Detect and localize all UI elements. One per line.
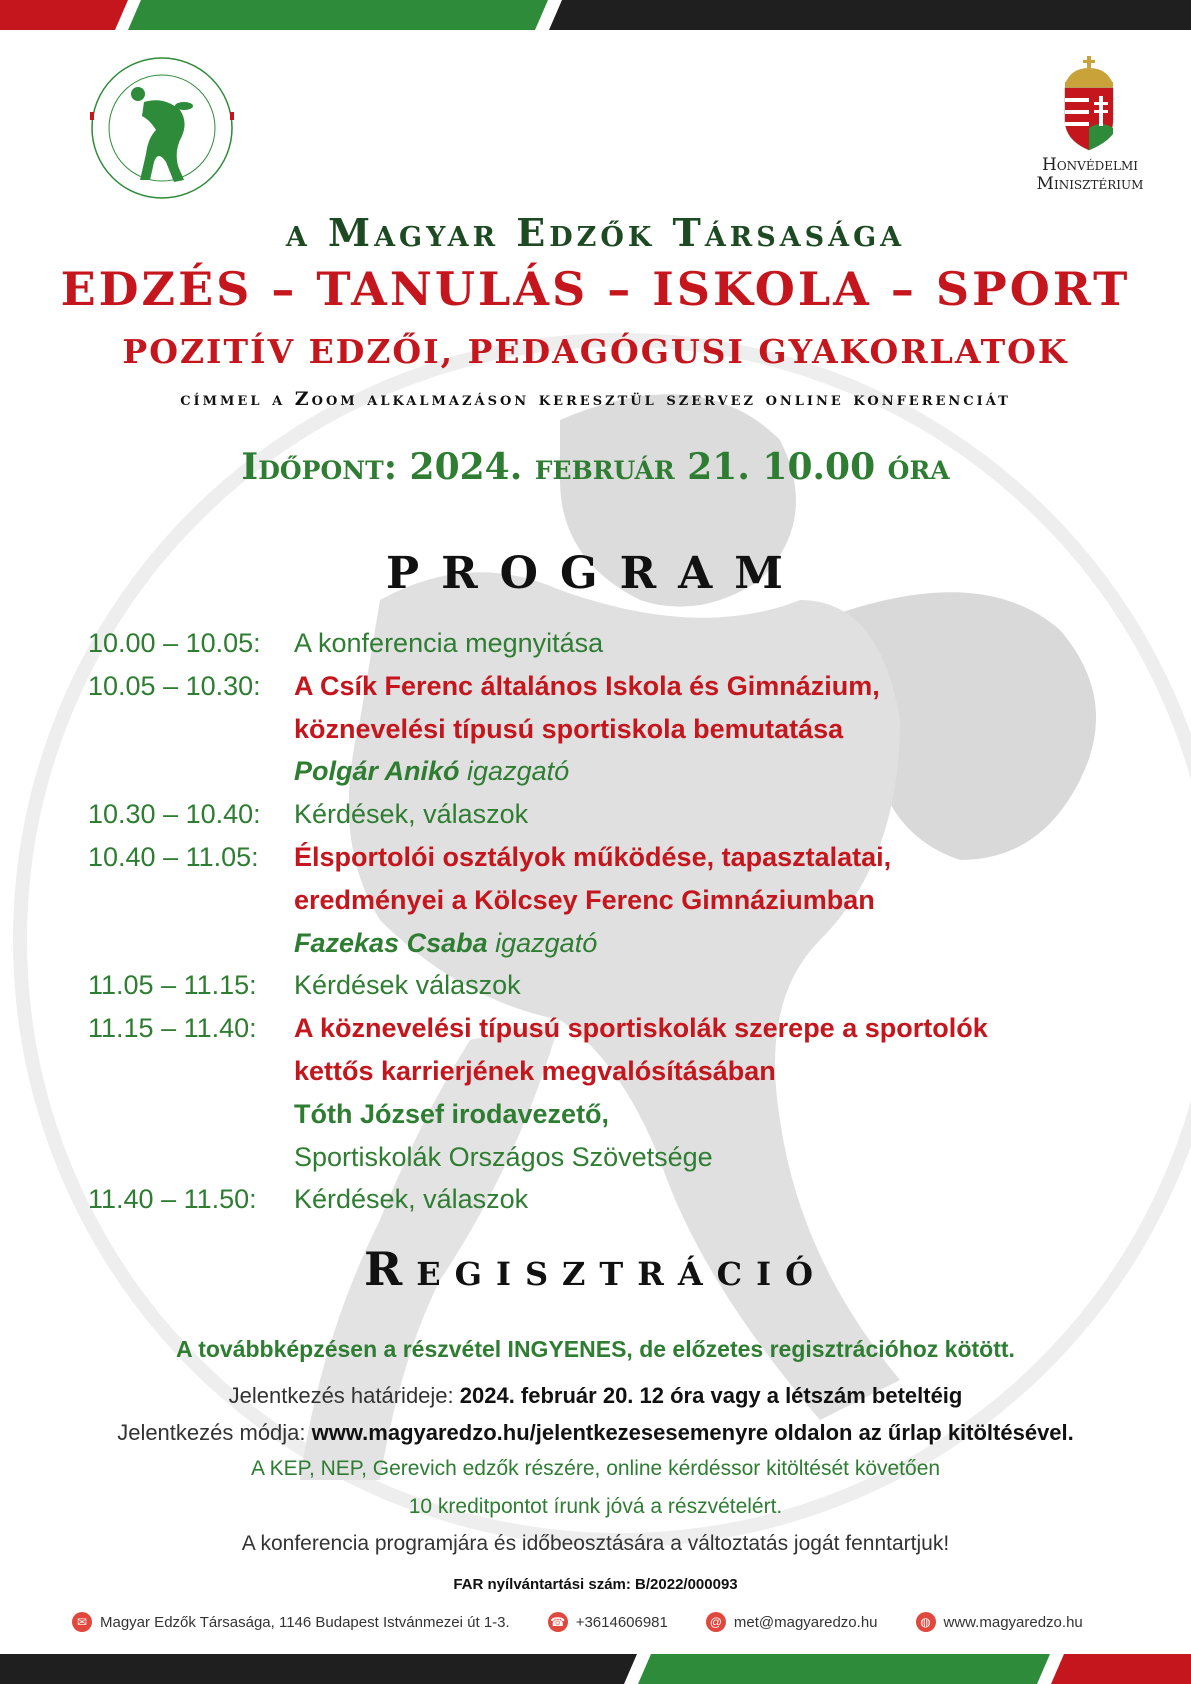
program-item-cont	[88, 1050, 1148, 1093]
at-sign-icon: @	[706, 1612, 726, 1632]
magyar-edzok-tarsasaga-logo	[84, 50, 240, 206]
credit-note-line-2: 10 kreditpontot írunk jóvá a részvételért.	[408, 1495, 783, 1518]
speaker-role: igazgató	[487, 927, 598, 958]
credit-note-line-1: A KEP, NEP, Gerevich edzők részére, online kérdéssor kitöltését követően	[250, 1457, 941, 1480]
program-time: 10.00 – 10.05:	[88, 628, 261, 658]
program-desc: Kérdések, válaszok	[294, 1184, 529, 1215]
method-label: Jelentkezés módja:	[117, 1420, 312, 1445]
program-speaker-org-row	[88, 1136, 1148, 1179]
ministry-name	[1010, 156, 1170, 194]
registration-link[interactable]: www.magyaredzo.hu/jelentkezesesemenyre oldalon az űrlap kitöltésével.	[311, 1420, 1074, 1445]
speaker-role: igazgató	[459, 756, 570, 787]
program-title: eredményei a Kölcsey Ferenc Gimnáziumban	[294, 884, 875, 915]
event-date: Időpont: 2024. február 21. 10.00 óra	[241, 446, 950, 488]
program-time: 11.40 – 11.50:	[88, 1184, 257, 1215]
program-title: A Csík Ferenc általános Iskola és Gimnázium,	[294, 670, 880, 701]
program-time: 11.15 – 11.40:	[88, 1013, 257, 1044]
program-item	[88, 793, 1148, 836]
mail-icon: ✉	[72, 1612, 92, 1632]
program-title: A köznevelési típusú sportiskolák szerepe a sportolók	[294, 1013, 988, 1044]
event-main-title: EDZÉS – TANULÁS – ISKOLA – SPORT	[60, 262, 1131, 316]
hungarian-coat-of-arms-icon	[1015, 54, 1165, 154]
program-title: köznevelési típusú sportiskola bemutatása	[294, 713, 844, 744]
registration-method	[0, 1420, 1191, 1446]
program-item	[88, 1178, 1148, 1221]
footer-phone[interactable]: ☎ +3614606981	[548, 1612, 668, 1632]
speaker-organization: Sportiskolák Országos Szövetsége	[294, 1141, 713, 1172]
top-color-stripe	[0, 0, 1191, 30]
organizer-title: a Magyar Edzők Társasága	[285, 210, 906, 255]
program-title: kettős karrierjének megvalósításában	[294, 1055, 776, 1086]
ministry-line-2: Minisztérium	[1036, 174, 1144, 194]
registration-free-note: A továbbképzésen a részvétel INGYENES, de előzetes regisztrációhoz kötött.	[176, 1336, 1015, 1362]
program-item	[88, 964, 1148, 1007]
bottom-color-stripe	[0, 1654, 1191, 1684]
program-item-cont	[88, 879, 1148, 922]
program-time: 10.30 – 10.40:	[88, 799, 261, 830]
program-speaker-row	[88, 922, 1148, 965]
program-item-cont	[88, 708, 1148, 751]
registration-deadline	[0, 1383, 1191, 1409]
program-desc: Kérdések, válaszok	[294, 799, 529, 830]
footer-email[interactable]: @ met@magyaredzo.hu	[706, 1612, 878, 1632]
event-intro-line: címmel a Zoom alkalmazáson keresztül szervez online konferenciát	[180, 388, 1011, 410]
program-item	[88, 836, 1148, 879]
program-desc: A konferencia megnyitása	[294, 628, 604, 658]
program-desc: Kérdések válaszok	[294, 970, 521, 1001]
disclaimer: A konferencia programjára és időbeosztására a változtatás jogát fenntartjuk!	[241, 1532, 950, 1555]
deadline-label: Jelentkezés határideje:	[228, 1383, 460, 1408]
program-list	[88, 622, 1148, 1221]
program-time: 11.05 – 11.15:	[88, 970, 257, 1001]
registration-heading: Regisztráció	[364, 1242, 827, 1296]
program-item	[88, 622, 1148, 665]
speaker-name: Tóth József irodavezető,	[294, 1098, 610, 1129]
speaker-name: Fazekas Csaba	[294, 927, 488, 958]
footer-contacts	[72, 1612, 1132, 1632]
event-subtitle: POZITÍV EDZŐI, PEDAGÓGUSI GYAKORLATOK	[122, 332, 1069, 371]
program-item	[88, 665, 1148, 708]
footer-website[interactable]: ◍ www.magyaredzo.hu	[916, 1612, 1083, 1632]
speaker-name: Polgár Anikó	[294, 756, 460, 787]
program-heading: PROGRAM	[386, 548, 805, 599]
program-time: 10.40 – 11.05:	[88, 841, 259, 872]
globe-icon: ◍	[916, 1612, 936, 1632]
program-time: 10.05 – 10.30:	[88, 670, 261, 701]
far-number: FAR nyílvántartási szám: B/2022/000093	[453, 1576, 738, 1593]
program-item	[88, 1007, 1148, 1050]
phone-icon: ☎	[548, 1612, 568, 1632]
program-speaker-row	[88, 1093, 1148, 1136]
program-title: Élsportolói osztályok működése, tapasztalatai,	[294, 841, 892, 872]
deadline-value: 2024. február 20. 12 óra vagy a létszám beteltéig	[459, 1383, 963, 1408]
footer-address: ✉ Magyar Edzők Társasága, 1146 Budapest Istvánmezei út 1-3.	[72, 1612, 510, 1632]
ministry-line-1: Honvédelmi	[1042, 155, 1138, 175]
program-speaker-row	[88, 750, 1148, 793]
